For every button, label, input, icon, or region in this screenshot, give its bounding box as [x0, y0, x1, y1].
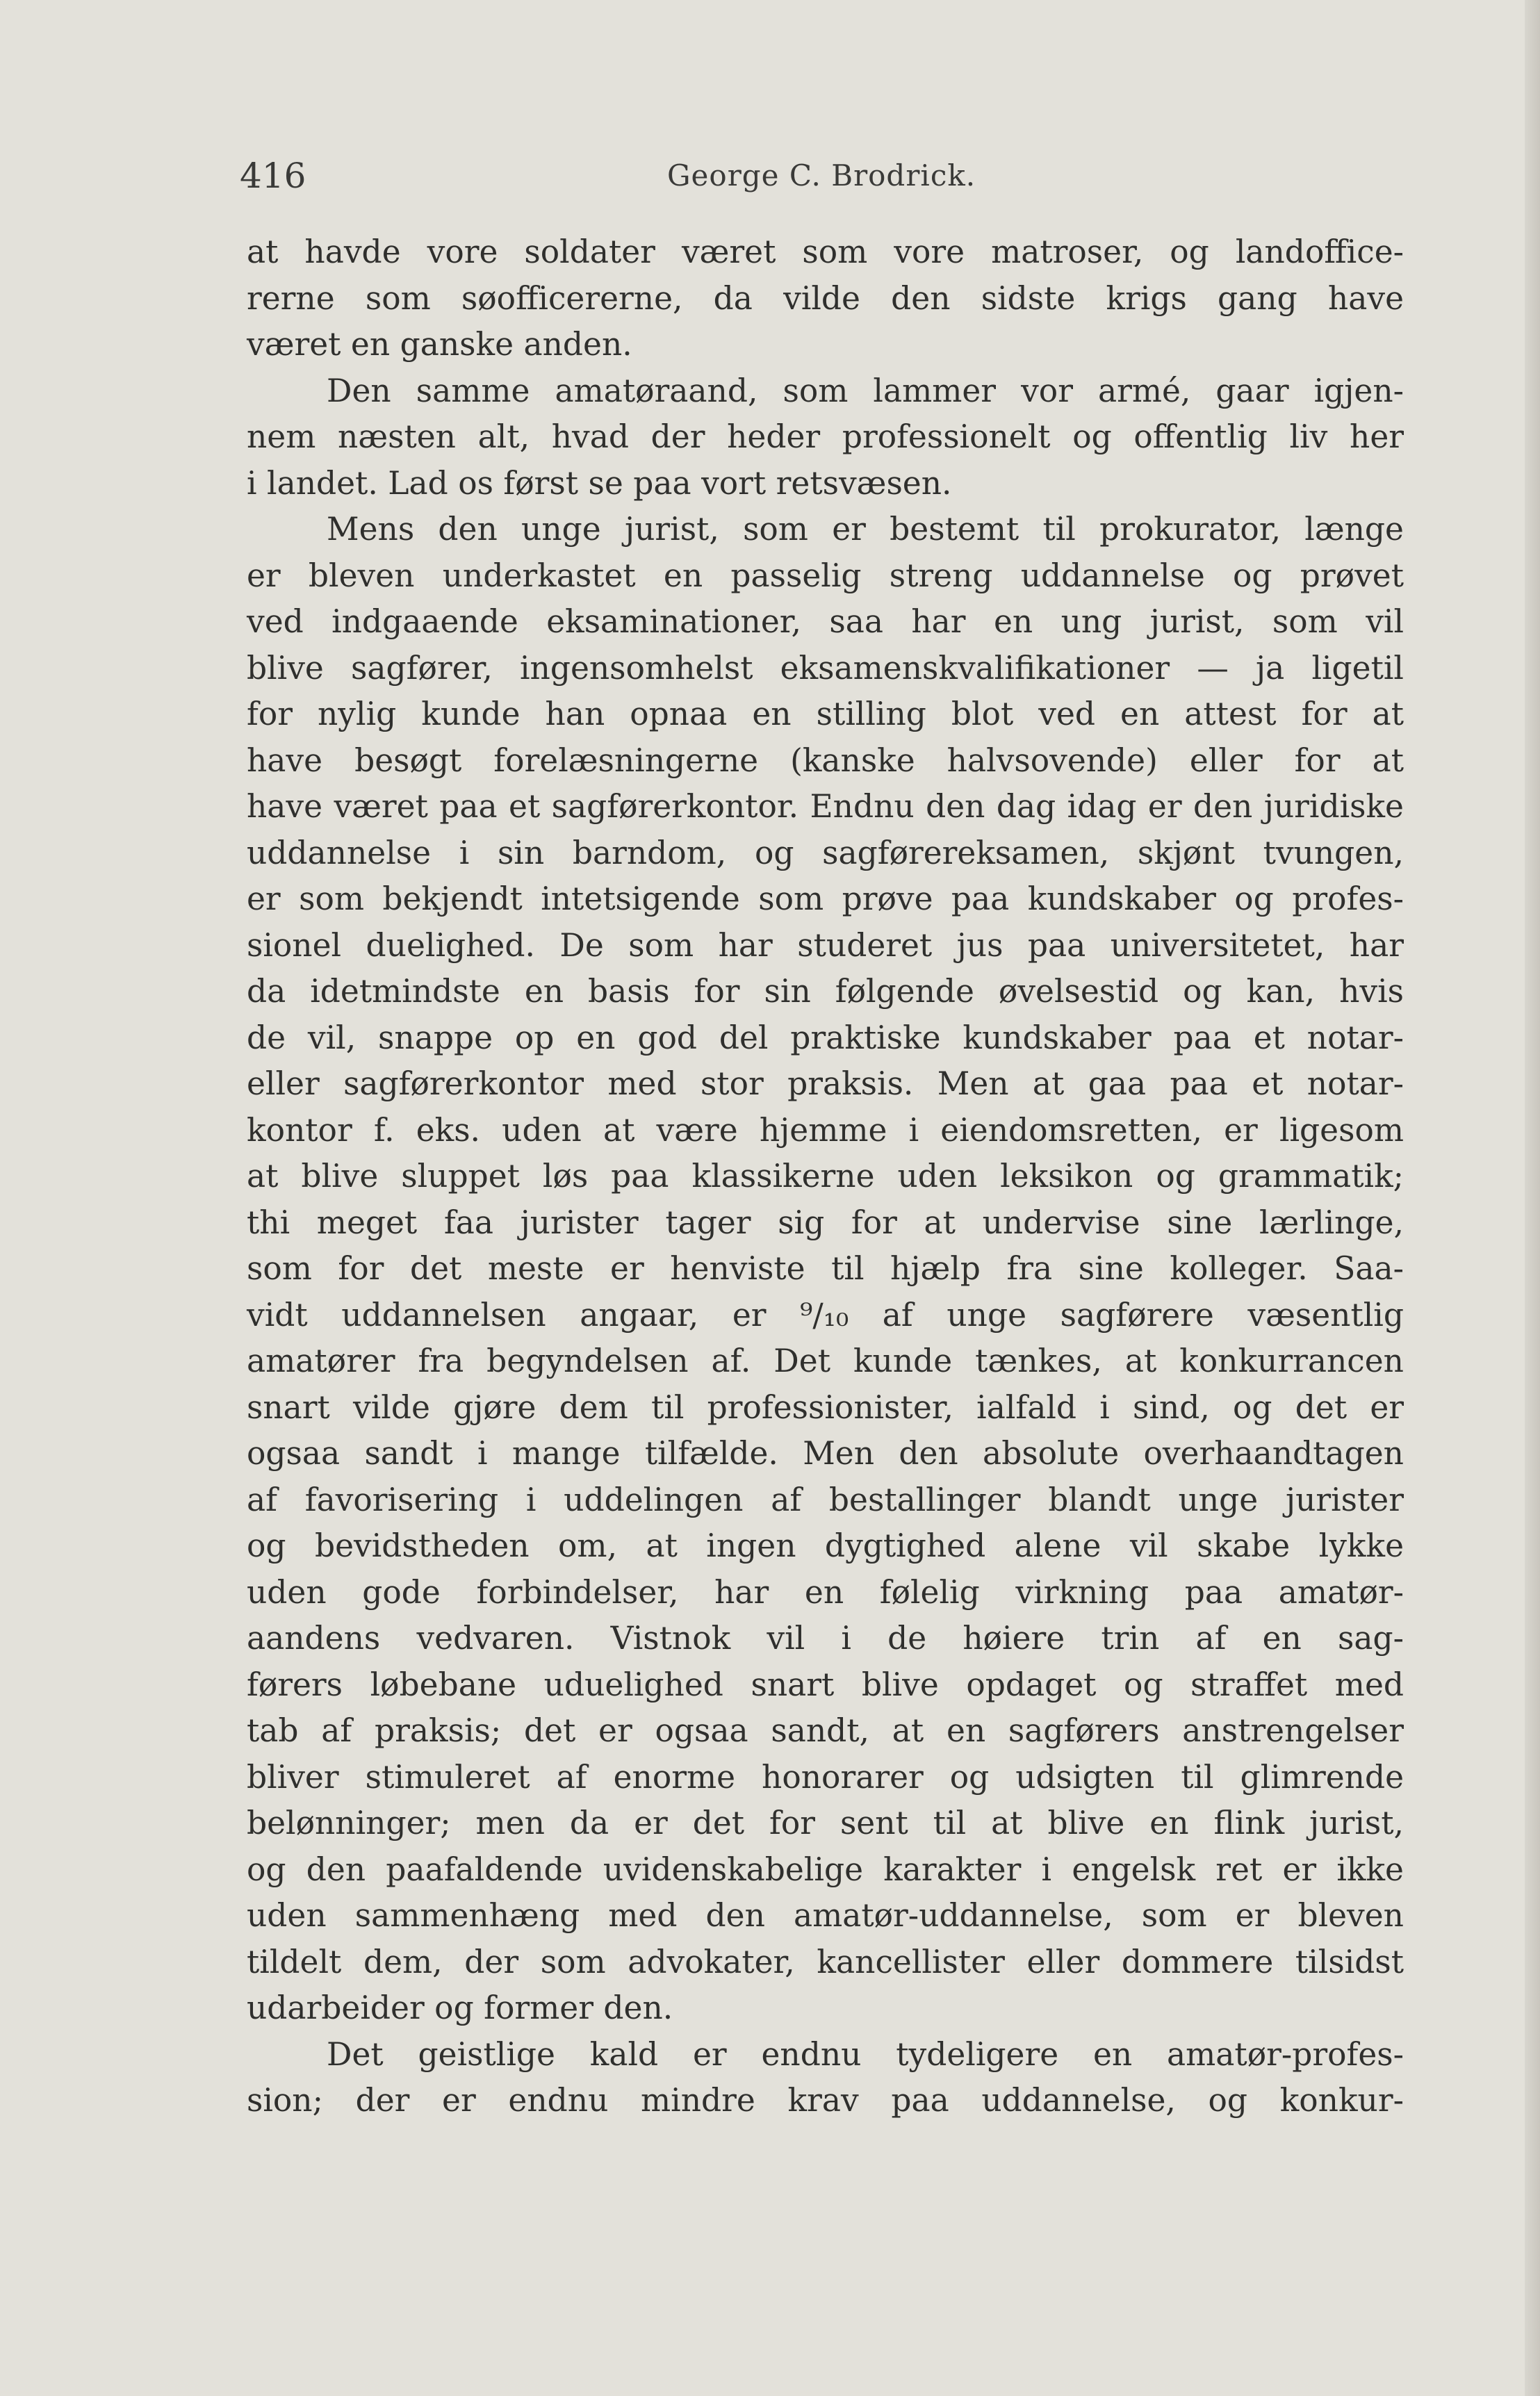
- text-line: snart vilde gjøre dem til professionister, ialfald i sind, og det er: [247, 1388, 1404, 1426]
- text-line: blive sagfører, ingensomhelst eksamenskvalifikationer — ja ligetil: [247, 649, 1404, 687]
- text-line: have besøgt forelæsningerne (kanske halvsovende) eller for at: [247, 741, 1404, 779]
- text-line: amatører fra begyndelsen af. Det kunde tænkes, at konkurrancen: [247, 1343, 1404, 1379]
- text-line: belønninger; men da er det for sent til at blive en flink jurist,: [247, 1805, 1404, 1841]
- text-line: ved indgaaende eksaminationer, saa har en ung jurist, som vil: [247, 603, 1404, 640]
- text-line: førers løbebane uduelighed snart blive opdaget og straffet med: [247, 1666, 1404, 1703]
- body-text: [247, 229, 1404, 2124]
- running-head: George C. Brodrick.: [667, 158, 976, 192]
- text-line: bliver stimuleret af enorme honorarer og udsigten til glimrende: [247, 1758, 1404, 1796]
- text-line: af favorisering i uddelingen af bestallinger blandt unge jurister: [247, 1481, 1404, 1518]
- text-line: og den paafaldende uvidenskabelige karakter i engelsk ret er ikke: [247, 1851, 1404, 1888]
- text-line: for nylig kunde han opnaa en stilling blot ved en attest for at: [247, 696, 1404, 732]
- page-edge-shadow: [1525, 0, 1540, 2396]
- text-line: vidt uddannelsen angaar, er ⁹/₁₀ af unge sagførere væsentlig: [247, 1296, 1404, 1334]
- text-line: Mens den unge jurist, som er bestemt til prokurator, længe: [327, 511, 1404, 548]
- text-line: da idetmindste en basis for sin følgende øvelsestid og kan, hvis: [247, 973, 1404, 1010]
- text-line: uden sammenhæng med den amatør-uddannelse, som er bleven: [247, 1897, 1404, 1934]
- text-line: eller sagførerkontor med stor praksis. Men at gaa paa et notar-: [247, 1065, 1404, 1102]
- text-line: uddannelse i sin barndom, og sagførereksamen, skjønt tvungen,: [247, 834, 1404, 871]
- text-line: de vil, snappe op en god del praktiske kundskaber paa et notar-: [247, 1019, 1404, 1056]
- text-line: Det geistlige kald er endnu tydeligere en amatør-profes-: [327, 2035, 1404, 2073]
- text-line: nem næsten alt, hvad der heder professionelt og offentlig liv her: [247, 418, 1404, 455]
- text-line: udarbeider og former den.: [247, 1989, 673, 2026]
- text-line: thi meget faa jurister tager sig for at undervise sine lærlinge,: [247, 1204, 1404, 1241]
- text-line: sion; der er endnu mindre krav paa uddannelse, og konkur-: [247, 2082, 1404, 2119]
- text-line: at havde vore soldater været som vore matroser, og landoffice-: [247, 233, 1404, 270]
- text-line: tildelt dem, der som advokater, kancellister eller dommere tilsidst: [247, 1943, 1404, 1980]
- text-line: er som bekjendt intetsigende som prøve paa kundskaber og profes-: [247, 880, 1404, 917]
- text-line: kontor f. eks. uden at være hjemme i eiendomsretten, er ligesom: [247, 1111, 1404, 1149]
- text-line: aandens vedvaren. Vistnok vil i de høiere trin af en sag-: [247, 1620, 1404, 1657]
- text-line: som for det meste er henviste til hjælp fra sine kolleger. Saa-: [247, 1250, 1404, 1287]
- text-line: rerne som søofficererne, da vilde den sidste krigs gang have: [247, 279, 1404, 317]
- text-line: uden gode forbindelser, har en følelig virkning paa amatør-: [247, 1573, 1404, 1611]
- text-line: sionel duelighed. De som har studeret jus paa universitetet, har: [247, 926, 1404, 964]
- text-line: i landet. Lad os først se paa vort retsvæsen.: [247, 464, 952, 502]
- text-line: Den samme amatøraand, som lammer vor armé, gaar igjen-: [327, 372, 1404, 409]
- page-header: [240, 151, 1407, 200]
- page-number: 416: [240, 156, 306, 196]
- text-line: have været paa et sagførerkontor. Endnu den dag idag er den juridiske: [247, 788, 1404, 825]
- text-line: tab af praksis; det er ogsaa sandt, at en sagførers anstrengelser: [247, 1712, 1404, 1749]
- text-line: ogsaa sandt i mange tilfælde. Men den absolute overhaandtagen: [247, 1435, 1404, 1472]
- text-line: og bevidstheden om, at ingen dygtighed alene vil skabe lykke: [247, 1527, 1404, 1564]
- text-line: at blive sluppet løs paa klassikerne uden leksikon og grammatik;: [247, 1158, 1404, 1195]
- text-line: været en ganske anden.: [247, 326, 632, 363]
- text-line: er bleven underkastet en passelig streng uddannelse og prøvet: [247, 557, 1404, 594]
